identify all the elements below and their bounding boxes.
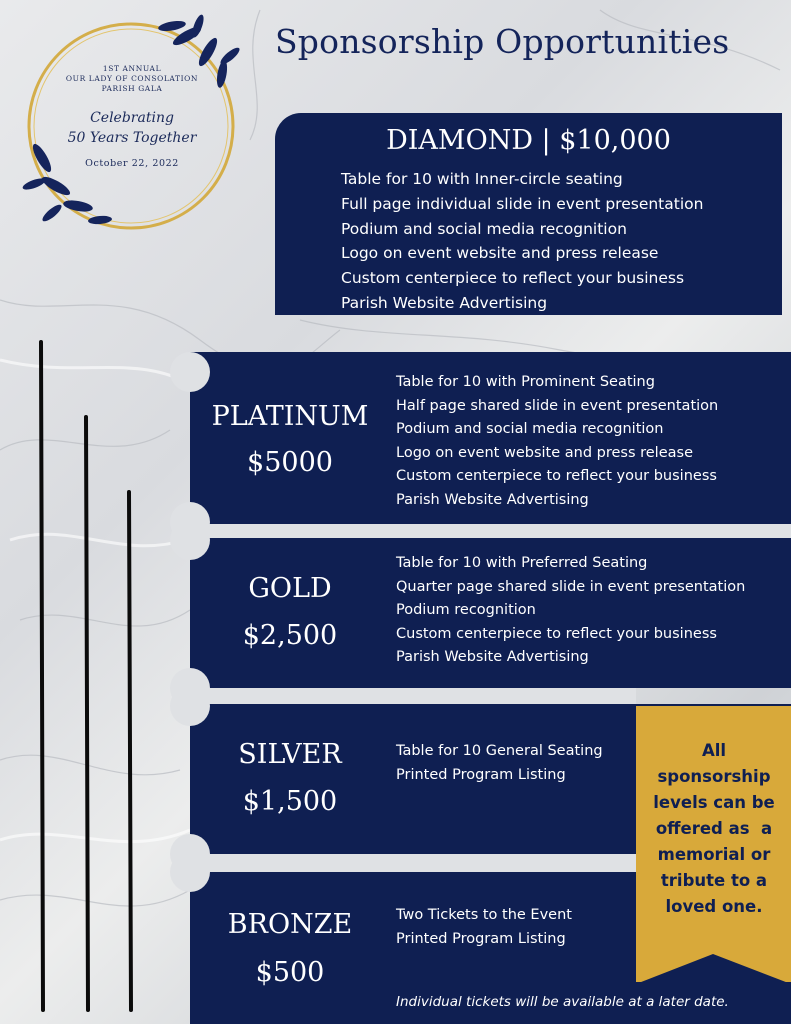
- bronze-price: $500: [255, 957, 325, 988]
- benefit-item: Full page individual slide in event presentation: [341, 194, 704, 213]
- benefit-item: Custom centerpiece to reflect your business: [396, 625, 717, 642]
- memorial-note-line: offered as a: [655, 819, 773, 838]
- benefit-item: Podium and social media recognition: [396, 421, 664, 437]
- memorial-note-line: loved one.: [665, 897, 763, 916]
- band-separator: [190, 688, 636, 704]
- benefit-item: Half page shared slide in event presentation: [396, 397, 719, 414]
- benefit-item: Podium recognition: [396, 602, 536, 618]
- diamond-title: DIAMOND | $10,000: [386, 125, 671, 156]
- benefit-item: Logo on event website and press release: [341, 244, 659, 263]
- bronze-name: BRONZE: [227, 909, 353, 940]
- benefit-item: Parish Website Advertising: [396, 649, 589, 665]
- memorial-note-box: [636, 706, 791, 982]
- benefit-item: Table for 10 with Preferred Seating: [396, 555, 648, 571]
- gold-benefits: [396, 552, 745, 670]
- band-separator: [190, 854, 636, 872]
- benefit-item: Quarter page shared slide in event presentation: [396, 578, 746, 595]
- silver-price: $1,500: [242, 786, 338, 817]
- memorial-note-line: sponsorship: [657, 767, 771, 786]
- memorial-note-line: tribute to a: [660, 871, 768, 890]
- benefit-item: Table for 10 General Seating: [396, 743, 603, 759]
- band-separator: [190, 524, 791, 538]
- silver-benefits: [396, 740, 603, 787]
- benefit-item: Two Tickets to the Event: [396, 907, 572, 923]
- benefit-item: Custom centerpiece to reflect your business: [396, 468, 717, 484]
- benefit-item: Table for 10 with Inner-circle seating: [341, 170, 623, 188]
- logo-line-3: PARISH GALA: [101, 84, 163, 93]
- logo-date: October 22, 2022: [85, 158, 179, 169]
- benefit-item: Table for 10 with Prominent Seating: [396, 374, 655, 390]
- memorial-note-line: All: [701, 741, 727, 760]
- diamond-benefits: [341, 167, 703, 316]
- gold-tier: [190, 538, 791, 688]
- bronze-benefits: [396, 904, 572, 951]
- benefit-item: Parish Website Advertising: [396, 491, 589, 508]
- benefit-item: Custom centerpiece to reflect your business: [341, 269, 685, 288]
- silver-name: SILVER: [238, 739, 342, 770]
- footer-note: Individual tickets will be available at a later date.: [396, 994, 729, 1010]
- ribbon-notch-icon: [636, 950, 791, 984]
- gold-price: $2,500: [242, 620, 338, 651]
- diamond-tier: [275, 113, 782, 315]
- gold-name: GOLD: [248, 573, 332, 604]
- logo-script-2: 50 Years Together: [67, 130, 197, 146]
- platinum-name: PLATINUM: [211, 401, 369, 432]
- memorial-note-line: levels can be: [653, 793, 775, 812]
- logo-line-1: 1ST ANNUAL: [102, 64, 162, 73]
- platinum-benefits: [396, 371, 718, 512]
- benefit-item: Podium and social media recognition: [341, 219, 627, 238]
- page-title: Sponsorship Opportunities: [275, 22, 730, 61]
- decorative-vertical-bars: [0, 0, 200, 1024]
- logo-script-1: Celebrating: [90, 110, 174, 126]
- memorial-note-text: [644, 738, 784, 920]
- memorial-note-line: memorial or: [657, 845, 771, 864]
- platinum-tier: [190, 352, 791, 524]
- platinum-price: $5000: [247, 447, 333, 478]
- benefit-item: Printed Program Listing: [396, 930, 566, 947]
- benefit-item: Parish Website Advertising: [341, 293, 548, 312]
- logo-line-2: OUR LADY OF CONSOLATION: [65, 74, 199, 83]
- benefit-item: Printed Program Listing: [396, 766, 566, 783]
- benefit-item: Logo on event website and press release: [396, 444, 693, 461]
